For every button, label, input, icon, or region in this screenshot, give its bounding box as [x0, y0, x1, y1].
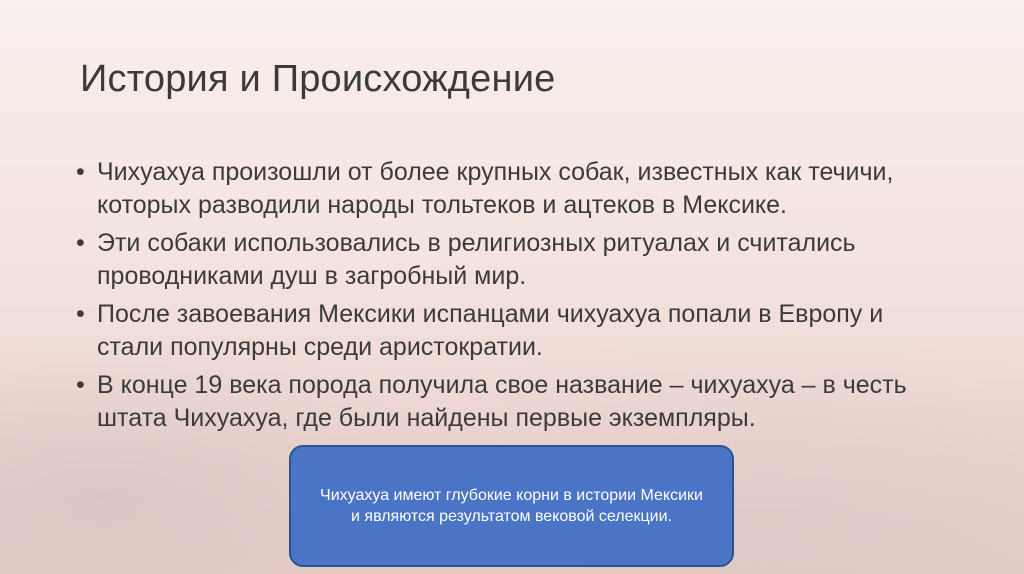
- bullet-item: [76, 298, 956, 364]
- bullet-item: [76, 156, 956, 222]
- bullet-dot-icon: •: [76, 158, 85, 186]
- bullet-text: В конце 19 века порода получила свое название – чихуахуа – в честь штата Чихуахуа, где были найдены первые экземпляры.: [97, 371, 907, 432]
- bullet-text: Эти собаки использовались в религиозных ритуалах и считались проводниками душ в загробный мир.: [97, 229, 856, 290]
- slide-title: История и Происхождение: [80, 58, 556, 100]
- bullet-item: [76, 369, 956, 435]
- callout-box[interactable]: [289, 445, 734, 567]
- bullet-dot-icon: •: [76, 300, 85, 328]
- callout-text: Чихуахуа имеют глубокие корни в истории Мексики и являются результатом вековой селекции.: [320, 487, 703, 525]
- bullet-text: Чихуахуа произошли от более крупных собак, известных как течичи, которых разводили народы тольтеков и ацтеков в Мексике.: [97, 158, 894, 219]
- bullet-item: [76, 227, 956, 293]
- bullet-text: После завоевания Мексики испанцами чихуахуа попали в Европу и стали популярны среди аристократии.: [97, 300, 884, 361]
- bullet-dot-icon: •: [76, 371, 85, 399]
- bullet-list: [76, 156, 956, 440]
- bullet-dot-icon: •: [76, 229, 85, 257]
